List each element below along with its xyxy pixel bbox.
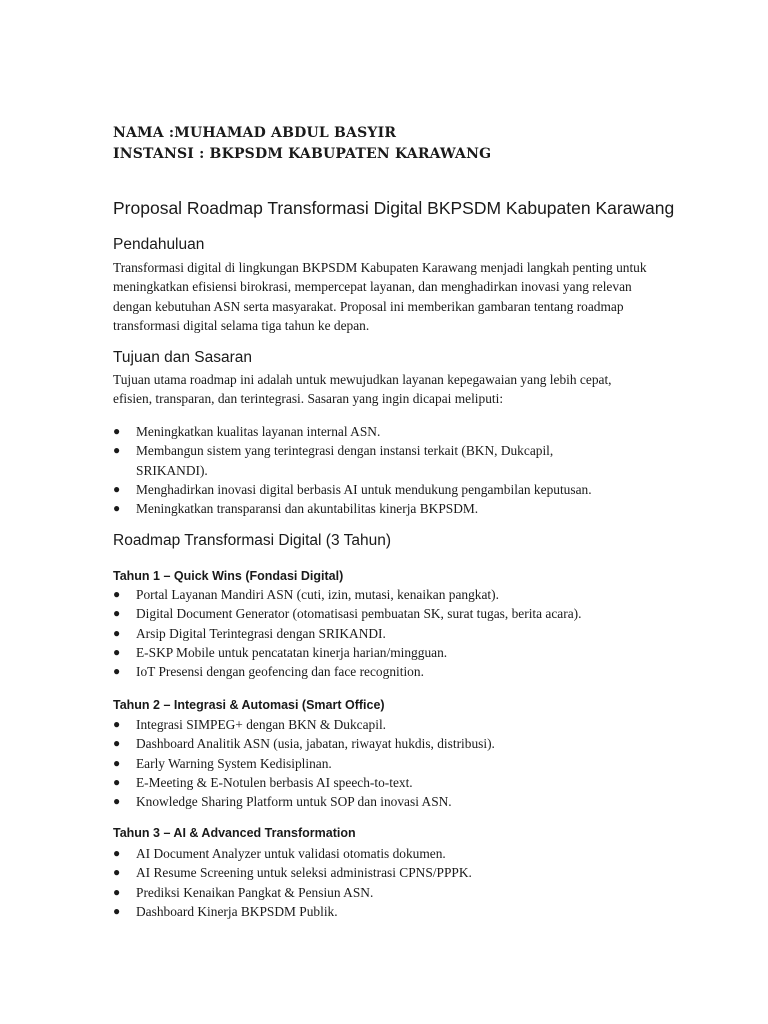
heading-tahun-2: Tahun 2 – Integrasi & Automasi (Smart Office) <box>113 698 385 712</box>
list-item: ● E-SKP Mobile untuk pencatatan kinerja harian/mingguan. <box>113 643 673 662</box>
bullet-icon: ● <box>113 424 121 438</box>
heading-tahun-1: Tahun 1 – Quick Wins (Fondasi Digital) <box>113 569 344 583</box>
list-item: ● Membangun sistem yang terintegrasi dengan instansi terkait (BKN, Dukcapil, SRIKANDI). <box>113 443 554 478</box>
header-name: NAMA :MUHAMAD ABDUL BASYIR <box>113 125 397 141</box>
paragraph-tujuan: Tujuan utama roadmap ini adalah untuk mewujudkan layanan kepegawaian yang lebih cepat, efisien, transparan, dan terintegrasi. Sasaran yang ingin dicapai meliputi: <box>113 372 612 407</box>
paragraph-pendahuluan: Transformasi digital di lingkungan BKPSDM Kabupaten Karawang menjadi langkah penting untuk meningkatkan efisiensi birokrasi, mempercepat layanan, dan menghadirkan inovasi yang relevan dengan kebutuhan ASN serta masyarakat. Proposal ini memberikan gambaran tentang roadmap transformasi digital selama tiga tahun ke depan. <box>113 260 647 333</box>
list-item: ● Knowledge Sharing Platform untuk SOP dan inovasi ASN. <box>113 792 673 811</box>
bullet-icon: ● <box>113 443 121 458</box>
bullet-icon: ● <box>113 774 121 789</box>
bullet-icon: ● <box>113 644 121 659</box>
heading-pendahuluan: Pendahuluan <box>113 236 205 253</box>
list-item: ● Integrasi SIMPEG+ dengan BKN & Dukcapil. <box>113 715 673 734</box>
list-item: ● Menghadirkan inovasi digital berbasis AI untuk mendukung pengambilan keputusan. <box>113 480 593 499</box>
list-tahun-1 <box>113 585 673 681</box>
list-item: ● IoT Presensi dengan geofencing dan face recognition. <box>113 662 673 681</box>
list-item: ● Meningkatkan transparansi dan akuntabilitas kinerja BKPSDM. <box>113 499 593 518</box>
bullet-icon: ● <box>113 587 121 601</box>
bullet-icon: ● <box>113 794 121 809</box>
heading-tahun-3: Tahun 3 – AI & Advanced Transformation <box>113 826 356 840</box>
bullet-icon: ● <box>113 664 121 679</box>
bullet-icon: ● <box>113 717 121 731</box>
list-item: ● Meningkatkan kualitas layanan internal ASN. <box>113 422 593 441</box>
list-sasaran <box>113 422 593 518</box>
bullet-icon: ● <box>113 884 121 899</box>
list-item: ● Arsip Digital Terintegrasi dengan SRIKANDI. <box>113 624 673 643</box>
bullet-icon: ● <box>113 903 121 918</box>
bullet-icon: ● <box>113 755 121 770</box>
list-item: ● Early Warning System Kedisiplinan. <box>113 754 673 773</box>
bullet-icon: ● <box>113 606 121 621</box>
bullet-icon: ● <box>113 846 121 860</box>
bullet-icon: ● <box>113 625 121 640</box>
list-tahun-2 <box>113 715 673 811</box>
heading-tujuan: Tujuan dan Sasaran <box>113 349 253 366</box>
list-item: ● E-Meeting & E-Notulen berbasis AI speech-to-text. <box>113 773 673 792</box>
bullet-icon: ● <box>113 736 121 751</box>
list-item: ● Digital Document Generator (otomatisasi pembuatan SK, surat tugas, berita acara). <box>113 604 673 623</box>
list-tahun-3 <box>113 844 673 921</box>
list-item: ● AI Resume Screening untuk seleksi administrasi CPNS/PPPK. <box>113 863 673 882</box>
list-item: ● Portal Layanan Mandiri ASN (cuti, izin, mutasi, kenaikan pangkat). <box>113 585 673 604</box>
bullet-icon: ● <box>113 501 121 516</box>
list-item: ● Dashboard Analitik ASN (usia, jabatan, riwayat hukdis, distribusi). <box>113 734 673 753</box>
header-instansi: INSTANSI : BKPSDM KABUPATEN KARAWANG <box>113 146 492 162</box>
list-item: ● Prediksi Kenaikan Pangkat & Pensiun ASN. <box>113 883 673 902</box>
bullet-icon: ● <box>113 865 121 880</box>
list-item: ● AI Document Analyzer untuk validasi otomatis dokumen. <box>113 844 673 863</box>
document-title: Proposal Roadmap Transformasi Digital BKPSDM Kabupaten Karawang <box>113 198 675 218</box>
list-item: ● Dashboard Kinerja BKPSDM Publik. <box>113 902 673 921</box>
bullet-icon: ● <box>113 481 121 496</box>
heading-roadmap: Roadmap Transformasi Digital (3 Tahun) <box>113 532 391 549</box>
